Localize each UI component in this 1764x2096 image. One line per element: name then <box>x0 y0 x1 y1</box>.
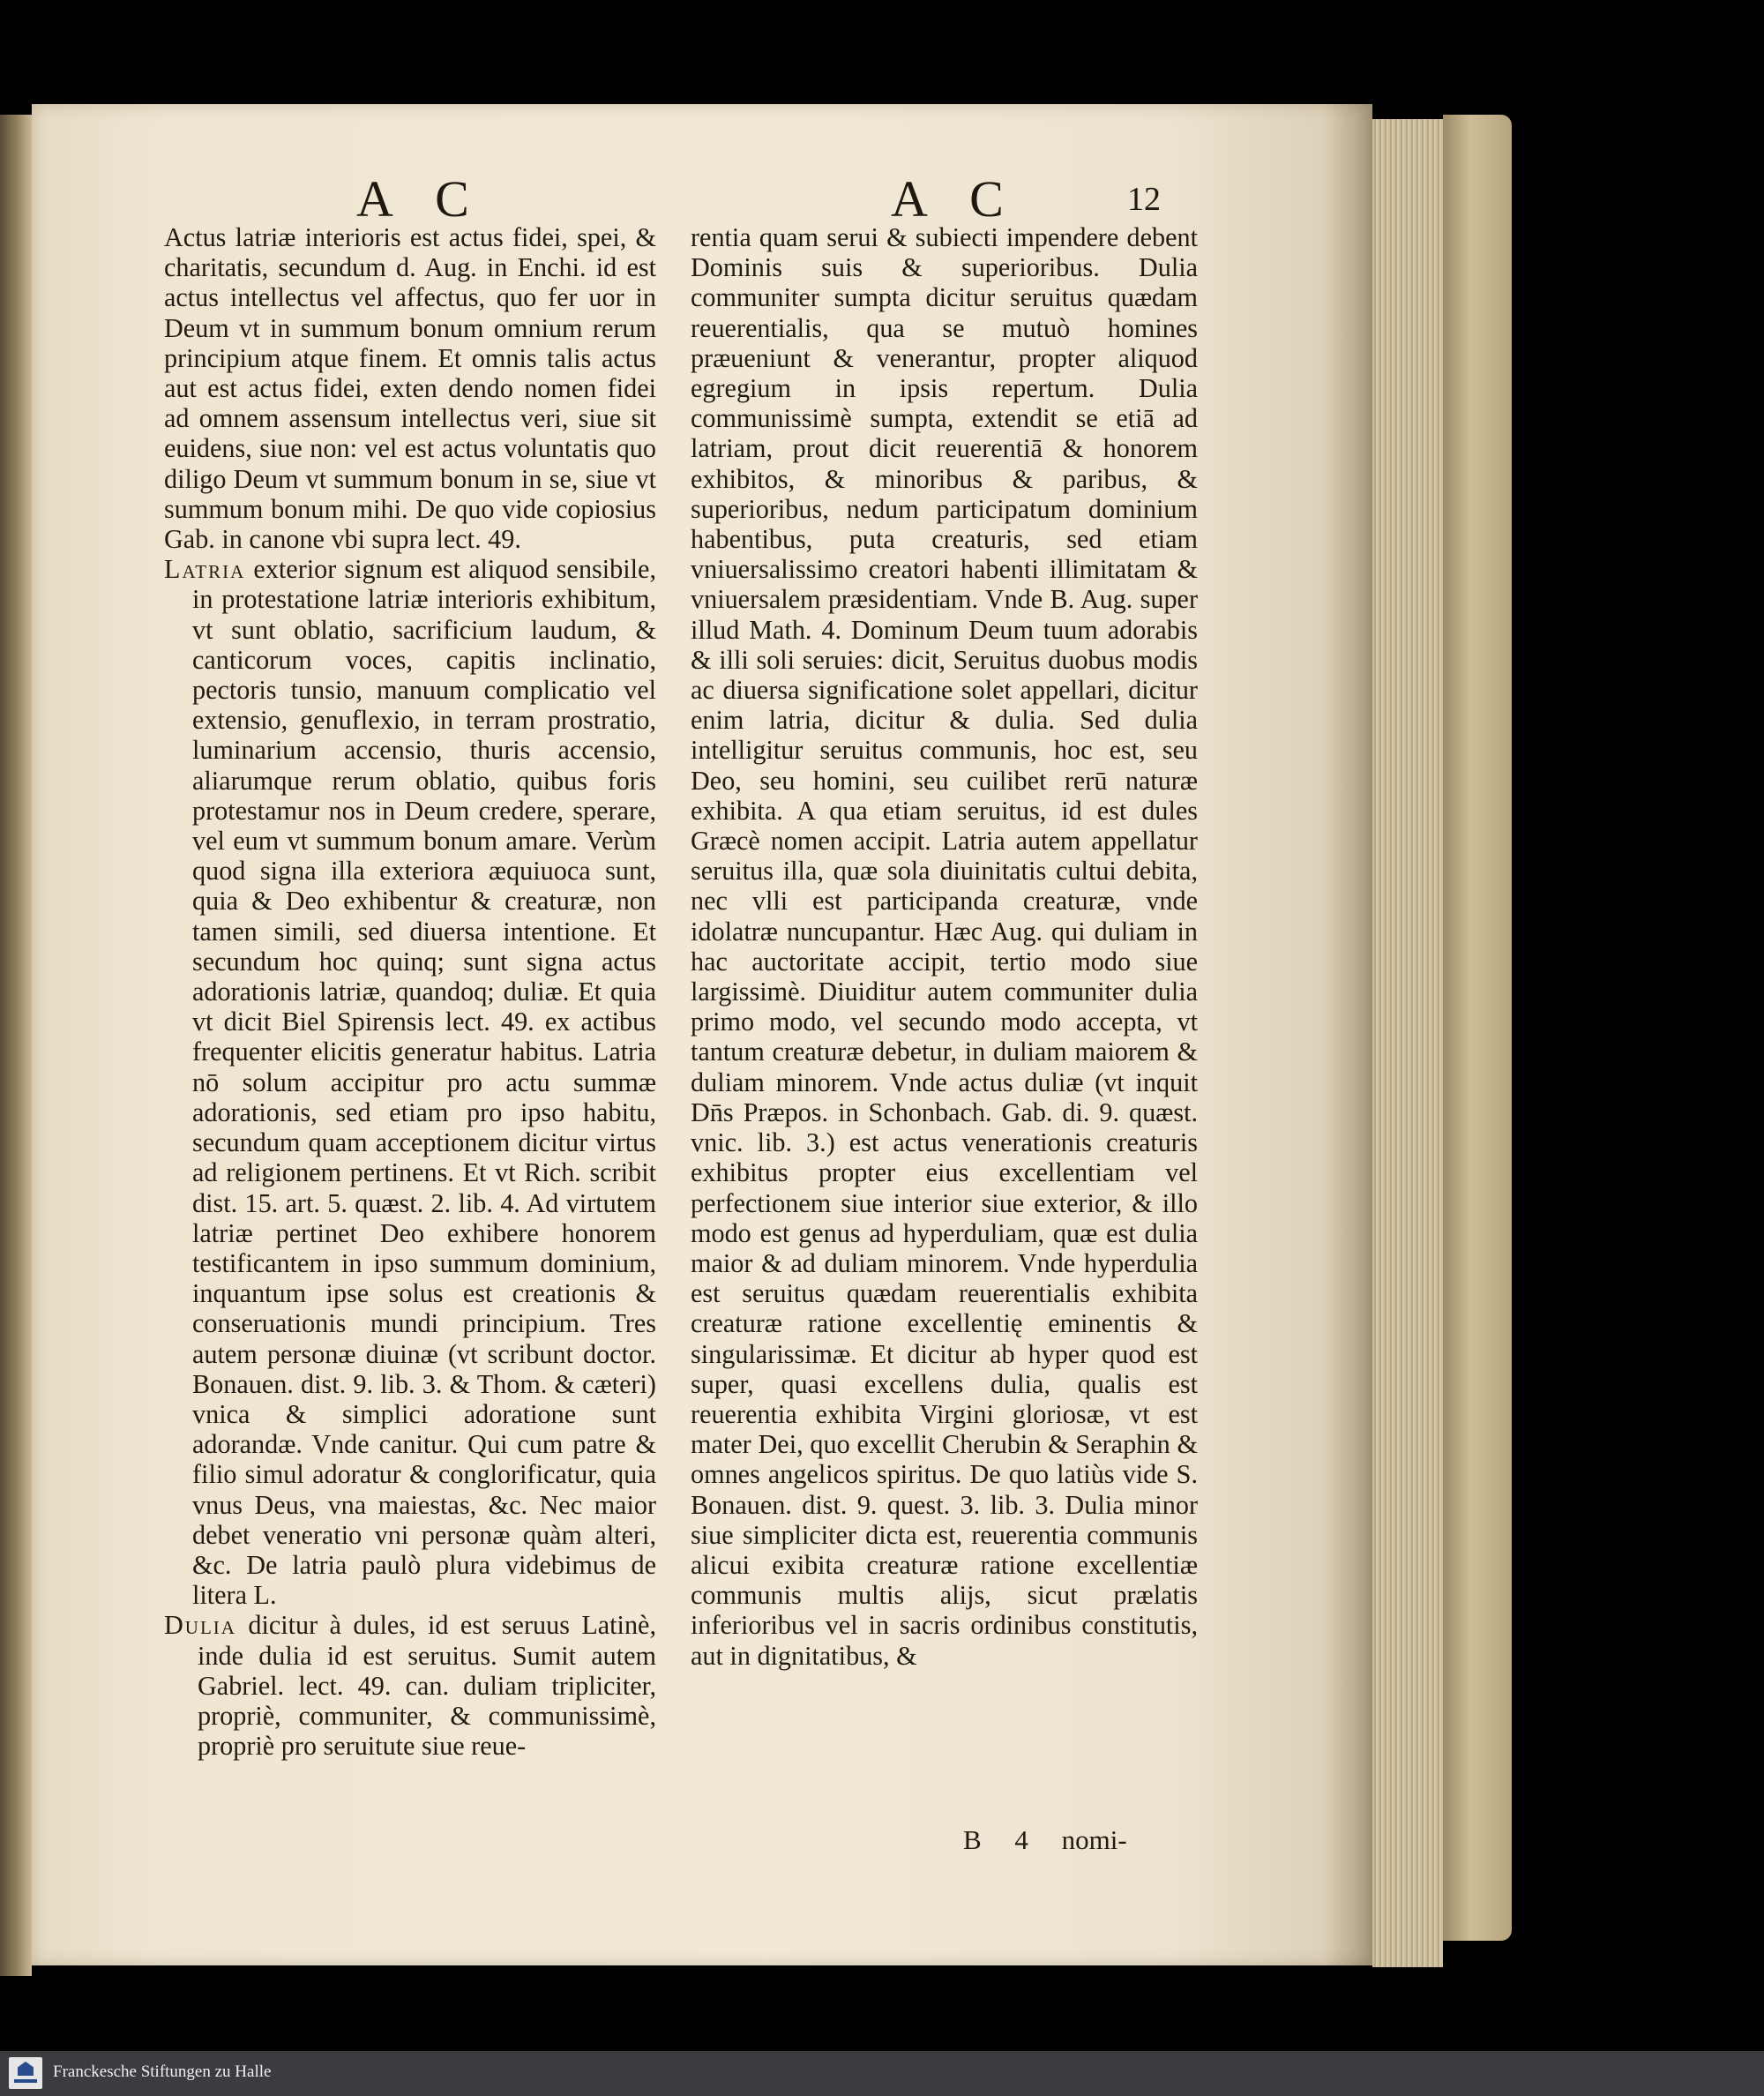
book-cover-edge <box>1443 115 1512 1941</box>
running-header-right: A C <box>891 170 1020 228</box>
running-header-left: A C <box>356 170 485 228</box>
page-shadow <box>1323 104 1372 1965</box>
entry-keyword-latria: Latria <box>164 554 246 585</box>
page-number: 12 <box>1127 181 1161 218</box>
institution-logo-icon[interactable] <box>9 2057 42 2089</box>
entry-latria-text: exterior signum est aliquod sensibile, in protestatione latriæ interioris exhibitum, vt sunt oblatio, sacrificium laudum, & canticorum voces, capitis inclinatio, pectoris tunsio, manuum complicatio vel extensio, genuflexio, in terram prostratio, luminarium accensio, thuris accensio, aliarumque rerum oblatio, quibus foris protestamur nos in Deum credere, sperare, vel eum vt summum bonum amare. Verùm quod signa illa exteriora æquiuoca sunt, quia & Deo exhibentur & creaturæ, non tamen simili, sed diuersa intentione. Et secundum hoc quinq; sunt signa actus adorationis latriæ, quandoq; duliæ. Et quia vt dicit Biel Spirensis lect. 49. ex actibus frequenter elicitis generatur habitus. Latria nō solum accipitur pro actu summæ adorationis, sed etiam pro ipso habitu, secundum quam acceptionem dicitur virtus ad religionem pertinens. Et vt Rich. scribit dist. 15. art. 5. quæst. 2. lib. 4. Ad virtutem latriæ pertinet Deo exhibere honorem testificantem in ipso summum dominium, inquantum ipse solus est creationis & conseruationis mundi principium. Tres autem personæ diuinæ (vt scribunt doctor. Bonauen. dist. 9. lib. 3. & Thom. & cæteri) vnica & simplici adoratione sunt adorandæ. Vnde canitur. Qui cum patre & filio simul adoratur & conglorificatur, quia vnus Deus, vna maiestas, &c. Nec maior debet veneratio vni personæ quàm alteri, &c. De latria paulò plura videbimus de litera L. <box>192 554 656 1611</box>
paragraph-dulia-continued: rentia quam serui & subiecti impendere debent Dominis suis & superioribus. Dulia communiter sumpta dicitur seruitus quædam reuerentialis, qua se mutuò homines præueniunt & venerantur, propter aliquod egregium in ipsis repertum. Dulia communissimè sumpta, extendit se etiā ad latriam, prout dicit reuerentiā & honorem exhibitos, & minoribus & paribus, & superioribus, nedum participatum dominium habentibus, puta creaturis, sed etiam vniuersalissimo creatori habenti illimitatam & vniuersalem præsidentiam. Vnde B. Aug. super illud Math. 4. Dominum Deum tuum adorabis & illi soli seruies: dicit, Seruitus duobus modis ac diuersa significatione solet appellari, dicitur enim latria, dicitur & dulia. Sed dulia intelligitur seruitus communis, hoc est, seu Deo, seu homini, seu cuilibet rerū naturæ exhibita. A qua etiam seruitus, id est dules Græcè nomen accipit. Latria autem appellatur seruitus illa, quæ sola diuinitatis cultui debita, nec vlli est participanda creaturæ, vnde idolatræ nuncupantur. Hæc Aug. qui duliam in hac auctoritate accipit, tertio modo siue largissimè. Diuiditur autem communiter dulia primo modo, vel secundo modo accepta, vt tantum creaturæ debetur, in duliam maiorem & duliam minorem. Vnde actus duliæ (vt inquit Dn̄s Præpos. in Schonbach. Gab. di. 9. quæst. vnic. lib. 3.) est actus venerationis creaturis exhibitus propter eius excellentiam vel perfectionem siue interior siue exterior, & illo modo est genus ad hyperduliam, quæ est dulia maior & ad duliam minorem. Vnde hyperdulia est seruitus quædam reuerentialis exhibita creaturæ ratione excellentię eminentis & singularissimæ. Et dicitur ab hyper quod est super, quasi excellens dulia, qualis est reuerentia exhibita Virgini gloriosæ, vt est mater Dei, quo excellit Cherubin & Seraphin & omnes angelicos spiritus. De quo latiùs vide S. Bonauen. dist. 9. quest. 3. lib. 3. Dulia minor siue simpliciter dicta est, reuerentia communis alicui exibita creaturæ ratione excellentiæ communis multis alijs, sicut prælatis inferioribus vel in sacris ordinibus constitutis, aut in dignitatibus, & <box>691 222 1198 1671</box>
left-page-edge <box>0 115 32 1976</box>
right-text-column <box>691 222 1198 1828</box>
entry-latria <box>164 554 656 1610</box>
footer-bar <box>0 2051 1764 2096</box>
entry-dulia <box>164 1610 656 1761</box>
fore-edge <box>1372 119 1443 1967</box>
signature-catchword: B 4 nomi- <box>963 1824 1127 1855</box>
institution-name: Franckesche Stiftungen zu Halle <box>53 2062 272 2081</box>
entry-keyword-dulia: Dulia <box>164 1610 236 1641</box>
entry-dulia-text: dicitur à dules, id est seruus Latinè, inde dulia id est seruitus. Sumit autem Gabriel. lect. 49. can. duliam tripliciter, propriè, communiter, & communissimè, propriè pro seruitute siue reue- <box>198 1610 656 1762</box>
left-text-column <box>164 222 656 1828</box>
paragraph-actus-latriae: Actus latriæ interioris est actus fidei, spei, & charitatis, secundum d. Aug. in Enchi. id est actus intellectus vel affectus, quo fer uor in Deum vt in summum bonum omnium rerum principium atque finem. Et omnis talis actus aut est actus fidei, exten dendo nomen fidei ad omnem assensum intellectus veri, siue sit euidens, siue non: vel est actus voluntatis quo diligo Deum vt summum bonum in se, siue vt summum bonum mihi. De quo vide copiosius Gab. in canone vbi supra lect. 49. <box>164 222 656 555</box>
